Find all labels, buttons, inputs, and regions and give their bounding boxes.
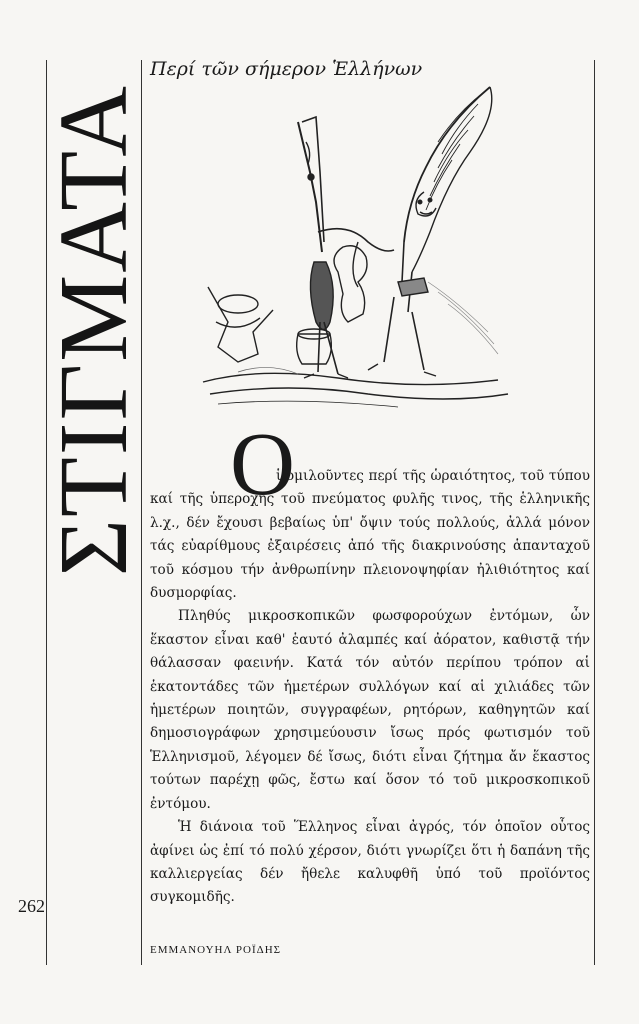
paragraph-3-text: Ἡ διάνοια τοῦ Ἕλληνος εἶναι ἀγρός, τόν ὁποῖον οὗτος ἀφίνει ὡς ἐπί τό πολύ χέρσον, διότι γνωρίζει ὅτι ἡ δαπάνη τῆς καλλιεργείας δέν ἤθελε καλυφθῆ ὑπό τοῦ προϊόντος συγκομιδῆς. xyxy=(150,819,590,906)
paragraph-2-text: Πληθύς μικροσκοπικῶν φωσφορούχων ἐντόμων, ὧν ἕκαστον εἶναι καθ' ἑαυτό ἀλαμπές καί ἀόρατον, καθιστᾷ τήν θάλασσαν φαεινήν. Κατά τόν αὐτόν περίπου τρόπον αἱ ἑκατοντάδες τῶν ἡμετέρων συλλόγων καί αἱ χιλιάδες τῶν ἡμετέρων ποιητῶν, συγγραφέων, ρητόρων, καθηγητῶν καί δημοσιογράφων χρησιμεύουσιν ἴσως πρός φωτισμόν τοῦ Ἑλληνισμοῦ, λέγομεν δέ ἴσως, διότι εἶναι ζήτημα ἄν ἕκαστος τούτων παρέχῃ φῶς, ἔστω καί ὅσον τό τοῦ μικροσκοπικοῦ ἐντόμου. xyxy=(150,608,590,812)
page-number: 262 xyxy=(18,896,45,916)
paragraph-1-text: ἱ ὁμιλοῦντες περί τῆς ὡραιότητος, τοῦ τύπου καί τῆς ὑπεροχῆς τοῦ πνεύματος φυλῆς τινος, τῆς ἑλληνικῆς λ.χ., δέν ἔχουσι βεβαίως ὑπ' ὄψιν τούς πολλούς, ἀλλά μόνον τάς εὐαρίθμους ἐξαιρέσεις ἀπό τῆς διακρινούσης ἁπανταχοῦ τοῦ κόσμου τήν ἀνθρωπίνην πλειονοψηφίαν ἠλιθιότητος καί δυσμορφίας. xyxy=(150,468,590,602)
pen-and-quill-illustration xyxy=(198,82,518,417)
right-rule xyxy=(594,60,595,965)
vertical-section-title: ΣΤΙΓΜΑΤΑ xyxy=(40,83,148,577)
author-name: ΕΜΜΑΝΟΥΗΛ ΡΟΪΔΗΣ xyxy=(150,944,282,956)
article-subtitle: Περί τῶν σήμερον Ἑλλήνων xyxy=(150,58,423,80)
article-body xyxy=(150,465,590,910)
paragraph xyxy=(150,816,590,910)
paragraph xyxy=(150,465,590,605)
drop-cap: Ο xyxy=(230,415,295,514)
paragraph xyxy=(150,605,590,816)
